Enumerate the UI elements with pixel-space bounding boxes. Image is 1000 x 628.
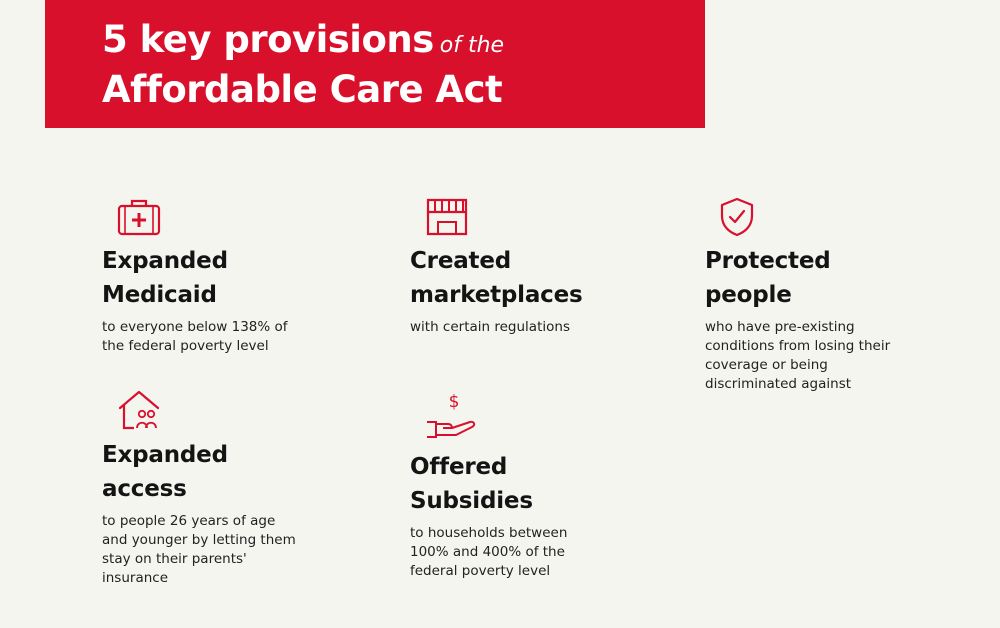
hand-dollar-icon xyxy=(424,390,484,440)
provision-title-line-2: access xyxy=(102,476,187,502)
provision-card-subsidies xyxy=(410,390,650,590)
storefront-icon xyxy=(424,196,470,238)
medical-kit-icon xyxy=(116,196,162,238)
provision-title-line-2: people xyxy=(705,282,792,308)
svg-text:$: $ xyxy=(448,392,460,412)
provision-title xyxy=(102,438,228,506)
provision-title xyxy=(705,244,831,312)
provision-description: to everyone below 138% of the federal poverty level xyxy=(102,319,288,354)
provision-title-line-1: Offered xyxy=(410,454,508,480)
provision-title xyxy=(410,244,583,312)
provision-card-marketplaces xyxy=(410,196,650,346)
provision-title-line-2: Subsidies xyxy=(410,488,533,514)
provision-description: with certain regulations xyxy=(410,319,570,335)
house-family-icon xyxy=(116,388,162,432)
provision-title-line-2: Medicaid xyxy=(102,282,217,308)
shield-check-icon xyxy=(719,196,755,238)
provision-title-line-1: Protected xyxy=(705,248,831,274)
provision-card-protected xyxy=(705,196,945,396)
provision-title-line-1: Expanded xyxy=(102,442,228,468)
provision-card-medicaid xyxy=(102,196,332,366)
provision-title-line-1: Created xyxy=(410,248,511,274)
page-title-line-1 xyxy=(102,18,504,61)
provision-title xyxy=(410,450,533,518)
provision-card-access xyxy=(102,388,332,598)
provision-title xyxy=(102,244,228,312)
provision-description: to people 26 years of age and younger by letting them stay on their parents' insurance xyxy=(102,513,296,586)
provision-description: to households between 100% and 400% of the federal poverty level xyxy=(410,525,568,579)
provision-description: who have pre-existing conditions from losing their coverage or being discriminated against xyxy=(705,319,891,392)
page-title-line-2: Affordable Care Act xyxy=(102,68,503,111)
title-bold-text: 5 key provisions xyxy=(102,18,434,61)
provision-title-line-1: Expanded xyxy=(102,248,228,274)
title-italic-text: of the xyxy=(439,33,505,58)
provision-title-line-2: marketplaces xyxy=(410,282,583,308)
